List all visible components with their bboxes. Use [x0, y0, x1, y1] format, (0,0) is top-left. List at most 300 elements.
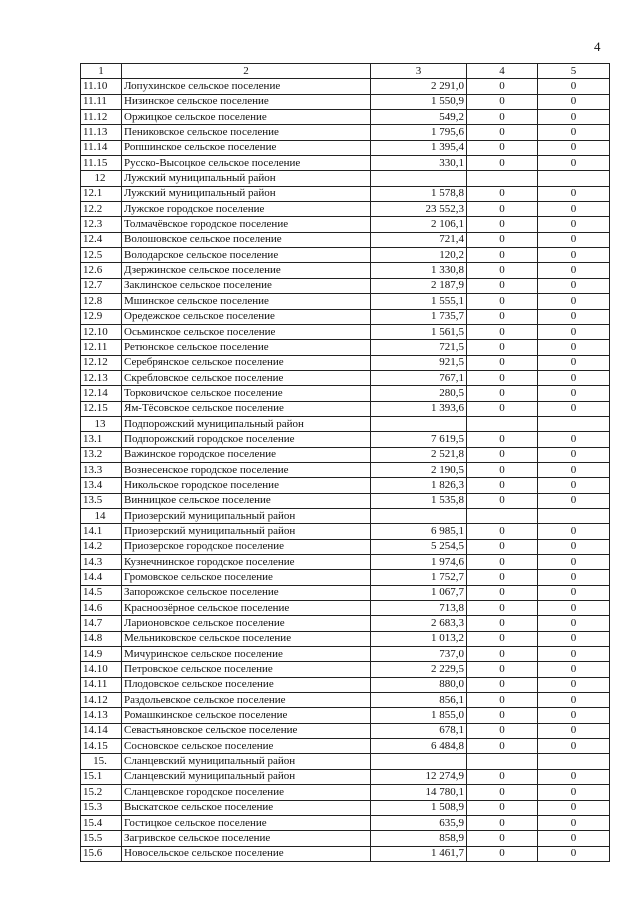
- row-value: 1 974,6: [371, 555, 467, 570]
- row-number: 15.1: [81, 769, 122, 784]
- row-col4: 0: [467, 723, 538, 738]
- table-row: [81, 616, 610, 631]
- row-number: 11.15: [81, 156, 122, 171]
- table-row: [81, 156, 610, 171]
- row-number: 14.7: [81, 616, 122, 631]
- row-value: 737,0: [371, 647, 467, 662]
- table-row: [81, 739, 610, 754]
- row-value: 1 013,2: [371, 631, 467, 646]
- row-value: 1 795,6: [371, 125, 467, 140]
- row-number: 11.13: [81, 125, 122, 140]
- table-row: [81, 601, 610, 616]
- row-col4: 0: [467, 294, 538, 309]
- row-col5: 0: [538, 769, 610, 784]
- row-col5: 0: [538, 355, 610, 370]
- row-value: [371, 416, 467, 431]
- row-col5: 0: [538, 800, 610, 815]
- header-col-5: 5: [538, 64, 610, 79]
- row-col5: 0: [538, 708, 610, 723]
- row-name: Красноозёрное сельское поселение: [122, 601, 371, 616]
- row-value: 6 985,1: [371, 524, 467, 539]
- row-number: 15.2: [81, 785, 122, 800]
- row-col5: 0: [538, 631, 610, 646]
- row-name: Ромашкинское сельское поселение: [122, 708, 371, 723]
- table-row: [81, 263, 610, 278]
- row-col5: 0: [538, 478, 610, 493]
- table-row: [81, 324, 610, 339]
- table-row: [81, 355, 610, 370]
- row-col4: 0: [467, 186, 538, 201]
- row-value: 635,9: [371, 815, 467, 830]
- table-row: [81, 478, 610, 493]
- row-number: 11.10: [81, 79, 122, 94]
- row-name: Приозерский муниципальный район: [122, 508, 371, 523]
- table-row: [81, 278, 610, 293]
- row-value: 721,4: [371, 232, 467, 247]
- row-number: 15.6: [81, 846, 122, 861]
- row-col4: 0: [467, 478, 538, 493]
- row-number: 14.1: [81, 524, 122, 539]
- table-row: [81, 462, 610, 477]
- row-col5: 0: [538, 815, 610, 830]
- table-row: [81, 248, 610, 263]
- row-value: [371, 508, 467, 523]
- row-col5: 0: [538, 739, 610, 754]
- row-name: Лужский муниципальный район: [122, 171, 371, 186]
- row-col4: 0: [467, 739, 538, 754]
- row-col4: 0: [467, 524, 538, 539]
- row-name: Торковичское сельское поселение: [122, 386, 371, 401]
- row-number: 15.4: [81, 815, 122, 830]
- row-col5: 0: [538, 493, 610, 508]
- row-col5: 0: [538, 570, 610, 585]
- row-col5: [538, 754, 610, 769]
- row-value: 858,9: [371, 831, 467, 846]
- row-name: Гостицкое сельское поселение: [122, 815, 371, 830]
- row-name: Пениковское сельское поселение: [122, 125, 371, 140]
- row-name: Плодовское сельское поселение: [122, 677, 371, 692]
- row-name: Запорожское сельское поселение: [122, 585, 371, 600]
- row-col4: 0: [467, 202, 538, 217]
- row-number: 12.10: [81, 324, 122, 339]
- table-row: [81, 432, 610, 447]
- table-row: [81, 754, 610, 769]
- row-number: 12.15: [81, 401, 122, 416]
- row-name: Раздольевское сельское поселение: [122, 693, 371, 708]
- row-name: Лужский муниципальный район: [122, 186, 371, 201]
- row-col4: 0: [467, 370, 538, 385]
- row-col4: 0: [467, 79, 538, 94]
- row-name: Ропшинское сельское поселение: [122, 140, 371, 155]
- row-number: 13: [81, 416, 122, 431]
- row-col5: 0: [538, 432, 610, 447]
- row-value: 721,5: [371, 340, 467, 355]
- row-value: 1 508,9: [371, 800, 467, 815]
- row-number: 14.10: [81, 662, 122, 677]
- row-col4: 0: [467, 631, 538, 646]
- row-col5: 0: [538, 401, 610, 416]
- row-col4: 0: [467, 156, 538, 171]
- row-col4: [467, 416, 538, 431]
- row-number: 14.3: [81, 555, 122, 570]
- row-name: Оржицкое сельское поселение: [122, 110, 371, 125]
- table-row: [81, 647, 610, 662]
- row-col4: 0: [467, 769, 538, 784]
- table-row: [81, 769, 610, 784]
- row-name: Приозерский муниципальный район: [122, 524, 371, 539]
- row-name: Лопухинское сельское поселение: [122, 79, 371, 94]
- row-col4: 0: [467, 447, 538, 462]
- row-value: 23 552,3: [371, 202, 467, 217]
- row-col5: 0: [538, 462, 610, 477]
- row-value: 2 683,3: [371, 616, 467, 631]
- table-row: [81, 202, 610, 217]
- row-col4: 0: [467, 555, 538, 570]
- row-number: 12.12: [81, 355, 122, 370]
- row-value: 1 555,1: [371, 294, 467, 309]
- row-col4: 0: [467, 846, 538, 861]
- row-name: Подпорожский муниципальный район: [122, 416, 371, 431]
- row-value: 280,5: [371, 386, 467, 401]
- row-col5: 0: [538, 202, 610, 217]
- table-row: [81, 171, 610, 186]
- row-col4: 0: [467, 647, 538, 662]
- row-col5: 0: [538, 662, 610, 677]
- table-row: [81, 294, 610, 309]
- row-name: Осьминское сельское поселение: [122, 324, 371, 339]
- row-col5: [538, 171, 610, 186]
- row-name: Мшинское сельское поселение: [122, 294, 371, 309]
- table-row: [81, 785, 610, 800]
- row-value: 2 190,5: [371, 462, 467, 477]
- row-number: 14.6: [81, 601, 122, 616]
- table-row: [81, 79, 610, 94]
- row-number: 14.11: [81, 677, 122, 692]
- row-number: 14.14: [81, 723, 122, 738]
- row-value: 2 229,5: [371, 662, 467, 677]
- row-col4: 0: [467, 677, 538, 692]
- row-name: Серебрянское сельское поселение: [122, 355, 371, 370]
- row-name: Сосновское сельское поселение: [122, 739, 371, 754]
- row-col4: 0: [467, 278, 538, 293]
- row-name: Кузнечнинское городское поселение: [122, 555, 371, 570]
- row-col5: 0: [538, 340, 610, 355]
- row-col4: 0: [467, 539, 538, 554]
- row-col4: 0: [467, 355, 538, 370]
- row-col5: [538, 416, 610, 431]
- row-number: 12.5: [81, 248, 122, 263]
- row-col4: 0: [467, 248, 538, 263]
- row-col5: 0: [538, 156, 610, 171]
- row-col5: 0: [538, 110, 610, 125]
- row-number: 11.14: [81, 140, 122, 155]
- row-col5: 0: [538, 370, 610, 385]
- row-col5: 0: [538, 386, 610, 401]
- table-row: [81, 309, 610, 324]
- row-value: 5 254,5: [371, 539, 467, 554]
- row-number: 12.11: [81, 340, 122, 355]
- table-row: [81, 815, 610, 830]
- row-name: Толмачёвское городское поселение: [122, 217, 371, 232]
- row-value: 1 330,8: [371, 263, 467, 278]
- row-col5: 0: [538, 186, 610, 201]
- row-name: Оредежское сельское поселение: [122, 309, 371, 324]
- row-name: Приозерское городское поселение: [122, 539, 371, 554]
- row-col4: 0: [467, 309, 538, 324]
- table-row: [81, 723, 610, 738]
- row-col5: [538, 508, 610, 523]
- row-name: Дзержинское сельское поселение: [122, 263, 371, 278]
- row-value: 1 461,7: [371, 846, 467, 861]
- row-col4: 0: [467, 662, 538, 677]
- row-name: Сланцевское городское поселение: [122, 785, 371, 800]
- row-value: 678,1: [371, 723, 467, 738]
- row-col4: 0: [467, 815, 538, 830]
- row-number: 14.5: [81, 585, 122, 600]
- row-name: Выскатское сельское поселение: [122, 800, 371, 815]
- header-col-3: 3: [371, 64, 467, 79]
- row-col4: 0: [467, 708, 538, 723]
- row-col4: 0: [467, 585, 538, 600]
- row-name: Севастьяновское сельское поселение: [122, 723, 371, 738]
- row-name: Мельниковское сельское поселение: [122, 631, 371, 646]
- row-value: 330,1: [371, 156, 467, 171]
- row-name: Винницкое сельское поселение: [122, 493, 371, 508]
- row-value: 1 752,7: [371, 570, 467, 585]
- row-name: Ям-Тёсовское сельское поселение: [122, 401, 371, 416]
- row-col4: 0: [467, 140, 538, 155]
- row-col5: 0: [538, 585, 610, 600]
- table-row: [81, 555, 610, 570]
- row-value: 1 826,3: [371, 478, 467, 493]
- row-name: Загривское сельское поселение: [122, 831, 371, 846]
- row-col5: 0: [538, 539, 610, 554]
- table-row: [81, 386, 610, 401]
- row-number: 13.3: [81, 462, 122, 477]
- row-number: 13.1: [81, 432, 122, 447]
- row-number: 12.3: [81, 217, 122, 232]
- row-name: Низинское сельское поселение: [122, 94, 371, 109]
- row-value: 1 067,7: [371, 585, 467, 600]
- row-number: 11.12: [81, 110, 122, 125]
- table-row: [81, 94, 610, 109]
- table-row: [81, 846, 610, 861]
- row-col4: [467, 508, 538, 523]
- row-number: 13.4: [81, 478, 122, 493]
- table-row: [81, 693, 610, 708]
- row-number: 14.15: [81, 739, 122, 754]
- row-value: [371, 171, 467, 186]
- row-name: Петровское сельское поселение: [122, 662, 371, 677]
- row-name: Володарское сельское поселение: [122, 248, 371, 263]
- row-value: 856,1: [371, 693, 467, 708]
- row-col5: 0: [538, 647, 610, 662]
- row-col5: 0: [538, 693, 610, 708]
- row-value: 1 578,8: [371, 186, 467, 201]
- row-name: Подпорожский городское поселение: [122, 432, 371, 447]
- table-row: [81, 125, 610, 140]
- row-value: 2 291,0: [371, 79, 467, 94]
- row-value: 1 855,0: [371, 708, 467, 723]
- row-value: 12 274,9: [371, 769, 467, 784]
- row-value: 1 561,5: [371, 324, 467, 339]
- table-row: [81, 493, 610, 508]
- row-number: 12.1: [81, 186, 122, 201]
- row-col5: 0: [538, 140, 610, 155]
- row-name: Никольское городское поселение: [122, 478, 371, 493]
- row-value: 1 395,4: [371, 140, 467, 155]
- row-value: 2 187,9: [371, 278, 467, 293]
- row-number: 14.12: [81, 693, 122, 708]
- row-col4: 0: [467, 462, 538, 477]
- table-row: [81, 585, 610, 600]
- table-row: [81, 110, 610, 125]
- row-col4: 0: [467, 831, 538, 846]
- row-number: 15.: [81, 754, 122, 769]
- row-col4: 0: [467, 493, 538, 508]
- table-row: [81, 217, 610, 232]
- table-row: [81, 340, 610, 355]
- row-name: Важинское городское поселение: [122, 447, 371, 462]
- row-value: 767,1: [371, 370, 467, 385]
- row-col4: 0: [467, 110, 538, 125]
- row-number: 12.13: [81, 370, 122, 385]
- row-col4: 0: [467, 386, 538, 401]
- table-header-row: [81, 64, 610, 79]
- row-col4: [467, 754, 538, 769]
- row-value: 549,2: [371, 110, 467, 125]
- row-col4: 0: [467, 401, 538, 416]
- row-col4: 0: [467, 217, 538, 232]
- row-name: Волошовское сельское поселение: [122, 232, 371, 247]
- header-col-1: 1: [81, 64, 122, 79]
- row-value: 880,0: [371, 677, 467, 692]
- row-number: 12: [81, 171, 122, 186]
- row-name: Вознесенское городское поселение: [122, 462, 371, 477]
- row-number: 11.11: [81, 94, 122, 109]
- row-number: 15.5: [81, 831, 122, 846]
- row-col4: 0: [467, 601, 538, 616]
- table-row: [81, 708, 610, 723]
- row-col4: 0: [467, 232, 538, 247]
- row-name: Ларионовское сельское поселение: [122, 616, 371, 631]
- row-number: 14.13: [81, 708, 122, 723]
- row-number: 14: [81, 508, 122, 523]
- table-row: [81, 539, 610, 554]
- row-col4: 0: [467, 263, 538, 278]
- row-col5: 0: [538, 94, 610, 109]
- row-number: 12.4: [81, 232, 122, 247]
- row-col5: 0: [538, 677, 610, 692]
- row-number: 13.2: [81, 447, 122, 462]
- row-name: Сланцевский муниципальный район: [122, 769, 371, 784]
- table-row: [81, 508, 610, 523]
- row-name: Мичуринское сельское поселение: [122, 647, 371, 662]
- row-col5: 0: [538, 616, 610, 631]
- row-col5: 0: [538, 263, 610, 278]
- row-number: 12.6: [81, 263, 122, 278]
- row-name: Ретюнское сельское поселение: [122, 340, 371, 355]
- table-row: [81, 677, 610, 692]
- row-col5: 0: [538, 324, 610, 339]
- row-name: Сланцевский муниципальный район: [122, 754, 371, 769]
- row-number: 12.2: [81, 202, 122, 217]
- row-col4: 0: [467, 94, 538, 109]
- row-value: 921,5: [371, 355, 467, 370]
- row-number: 12.14: [81, 386, 122, 401]
- row-col5: 0: [538, 217, 610, 232]
- row-number: 12.7: [81, 278, 122, 293]
- row-number: 14.8: [81, 631, 122, 646]
- row-col5: 0: [538, 278, 610, 293]
- row-value: 6 484,8: [371, 739, 467, 754]
- table-row: [81, 186, 610, 201]
- table-row: [81, 831, 610, 846]
- row-value: 2 521,8: [371, 447, 467, 462]
- row-col4: 0: [467, 800, 538, 815]
- row-col5: 0: [538, 447, 610, 462]
- row-col5: 0: [538, 555, 610, 570]
- row-value: 1 735,7: [371, 309, 467, 324]
- row-number: 14.9: [81, 647, 122, 662]
- row-col5: 0: [538, 309, 610, 324]
- row-name: Лужское городское поселение: [122, 202, 371, 217]
- row-col4: 0: [467, 616, 538, 631]
- table-row: [81, 447, 610, 462]
- header-col-4: 4: [467, 64, 538, 79]
- row-name: Новосельское сельское поселение: [122, 846, 371, 861]
- header-col-2: 2: [122, 64, 371, 79]
- row-number: 14.2: [81, 539, 122, 554]
- row-name: Громовское сельское поселение: [122, 570, 371, 585]
- row-number: 14.4: [81, 570, 122, 585]
- row-value: 1 550,9: [371, 94, 467, 109]
- table-row: [81, 631, 610, 646]
- page-number: 4: [594, 39, 601, 54]
- table-row: [81, 570, 610, 585]
- table-row: [81, 401, 610, 416]
- row-col5: 0: [538, 524, 610, 539]
- row-number: 12.8: [81, 294, 122, 309]
- row-col4: 0: [467, 324, 538, 339]
- table-row: [81, 140, 610, 155]
- row-col5: 0: [538, 723, 610, 738]
- row-col5: 0: [538, 846, 610, 861]
- row-col5: 0: [538, 294, 610, 309]
- row-col4: 0: [467, 693, 538, 708]
- row-col4: 0: [467, 785, 538, 800]
- row-col5: 0: [538, 79, 610, 94]
- row-value: 7 619,5: [371, 432, 467, 447]
- table-row: [81, 662, 610, 677]
- row-value: 1 393,6: [371, 401, 467, 416]
- row-col4: [467, 171, 538, 186]
- row-col5: 0: [538, 232, 610, 247]
- table-row: [81, 416, 610, 431]
- table-row: [81, 232, 610, 247]
- row-col5: 0: [538, 125, 610, 140]
- row-value: [371, 754, 467, 769]
- row-number: 12.9: [81, 309, 122, 324]
- row-name: Скребловское сельское поселение: [122, 370, 371, 385]
- row-value: 713,8: [371, 601, 467, 616]
- row-value: 120,2: [371, 248, 467, 263]
- table-row: [81, 370, 610, 385]
- row-col4: 0: [467, 340, 538, 355]
- allocation-table: [80, 63, 610, 862]
- row-col5: 0: [538, 831, 610, 846]
- row-col5: 0: [538, 248, 610, 263]
